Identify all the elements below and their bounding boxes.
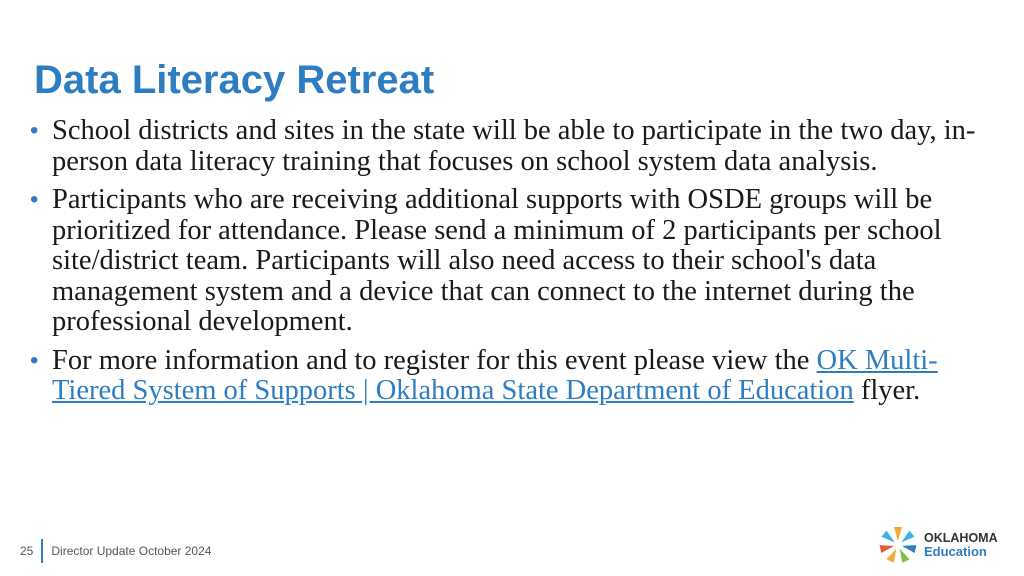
logo-line-oklahoma: OKLAHOMA (924, 531, 998, 545)
list-item (30, 116, 1010, 177)
bullet-list (30, 116, 1010, 415)
footer (20, 538, 211, 564)
bullet-icon: • (30, 346, 39, 374)
mtss-link[interactable]: OK Multi-Tiered System of Supports | Oklahoma State Department of Education (52, 344, 938, 406)
list-item (30, 185, 1010, 338)
footer-text: Director Update October 2024 (51, 544, 212, 558)
bullet-icon: • (30, 117, 39, 144)
page-number: 25 (20, 544, 34, 558)
logo-wordmark (924, 531, 998, 559)
footer-divider (41, 539, 43, 563)
list-item (30, 346, 1010, 407)
logo-line-education: Education (924, 544, 987, 559)
oklahoma-education-star-icon (878, 525, 918, 565)
oklahoma-education-logo (878, 524, 1008, 566)
bullet-text-prefix: For more information and to register for this event please view the (52, 344, 817, 376)
bullet-text-suffix: flyer. (853, 375, 921, 406)
bullet-text: School districts and sites in the state will be able to participate in the two day, in-person data literacy training that focuses on school system data analysis. (52, 115, 976, 177)
page-title: Data Literacy Retreat (34, 58, 435, 102)
bullet-text: Participants who are receiving additional supports with OSDE groups will be prioritized for attendance. Please send a minimum of 2 participants per school site/district team. Participants will also need access to their school's data management system and a device that can connect to the internet during the professional development. (52, 184, 942, 337)
bullet-icon: • (30, 186, 39, 213)
